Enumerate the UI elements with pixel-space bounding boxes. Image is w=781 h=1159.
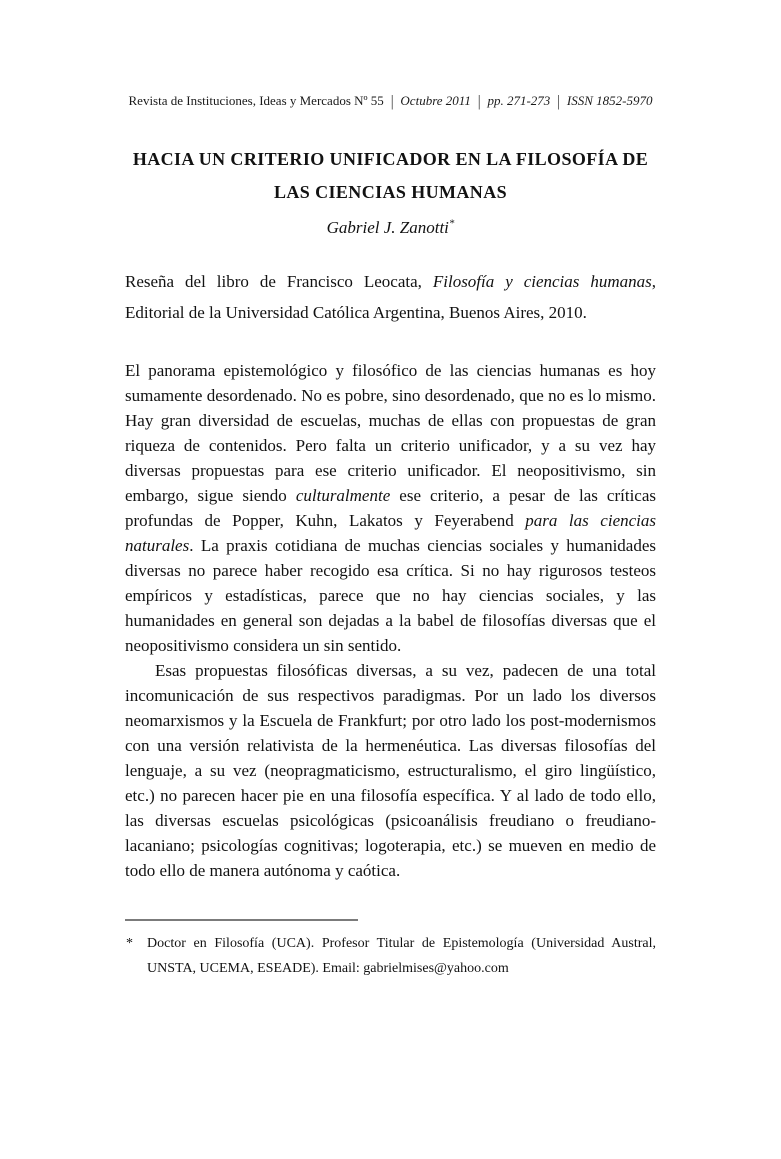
review-note: [125, 266, 656, 328]
paragraph-segment: . La praxis cotidiana de muchas ciencias sociales y humanidades diversas no parece haber recogido esa crítica. Si no hay rigurosos testeos empíricos y estadísticas, parece que no hay ciencias sociales, y las humanidades en general son dejadas a la babel de filosofías diversas que el neopositivismo considera un sin sentido.: [125, 536, 656, 655]
author-byline: [125, 218, 656, 238]
review-segment: Reseña del libro de Francisco Leocata,: [125, 272, 433, 291]
issue-date: Octubre 2011: [400, 93, 471, 108]
paragraph-segment: El panorama epistemológico y filosófico de las ciencias humanas es hoy sumamente desordenado. No es pobre, sino desordenado, que no es lo mismo. Hay gran diversidad de escuelas, muchas de ellas con propuestas de gran riqueza de contenidos. Pero falta un criterio unificador, y a su vez hay diversas propuestas para ese criterio unificador. El neopositivismo, sin embargo, sigue siendo: [125, 361, 656, 505]
emphasized-term: culturalmente: [295, 486, 391, 505]
footnote-mark: *: [126, 936, 133, 951]
paragraph-segment: ese criterio, a pesar de las críticas profundas de Popper, Kuhn, Lakatos y Feyerabend: [125, 486, 657, 530]
emphasized-term: para las ciencias naturales: [125, 511, 657, 555]
paragraph-segment: Esas propuestas filosóficas diversas, a su vez, padecen de una total incomunicación de sus respectivos paradigmas. Por un lado los diversos neomarxismos y la Escuela de Frankfurt; por otro lado los post-modernismos con una versión relativista de la hermenéutica. Las diversas filosofías del lenguaje, a su vez (neopragmaticismo, estructuralismo, el giro lingüístico, etc.) no parecen hacer pie en una filosofía específica. Y al lado de todo ello, las diversas escuelas psicológicas (psicoanálisis freudiano o freudiano-lacaniano; psicologías cognitivas; logoterapia, etc.) se mueven en medio de todo ello de manera autónoma y caótica.: [125, 661, 656, 880]
article-title-line-1: HACIA UN CRITERIO UNIFICADOR EN LA FILOSOFÍA DE: [132, 149, 649, 169]
author-name: Gabriel J. Zanotti: [326, 218, 449, 237]
article-title: [125, 143, 656, 209]
footnote-text: Doctor en Filosofía (UCA). Profesor Titular de Epistemología (Universidad Austral, UNSTA, UCEMA, ESEADE). Email: gabrielmises@yahoo.com: [147, 936, 656, 976]
journal-name: Revista de Instituciones, Ideas y Mercados Nº 55: [128, 93, 384, 108]
issn: ISSN 1852-5970: [566, 93, 653, 108]
header-divider: |: [557, 91, 560, 110]
body-paragraph-1: [125, 358, 656, 658]
body-paragraph-2: [125, 658, 656, 883]
journal-header: [125, 93, 656, 109]
header-divider: |: [477, 91, 481, 110]
page-range: pp. 271-273: [487, 93, 551, 108]
review-segment: , Editorial de la Universidad Católica Argentina, Buenos Aires, 2010.: [125, 272, 656, 322]
author-footnote-mark: *: [448, 217, 455, 230]
article-title-line-2: LAS CIENCIAS HUMANAS: [273, 182, 508, 202]
footnote-divider: [125, 919, 358, 921]
book-title: Filosofía y ciencias humanas: [432, 272, 652, 291]
header-divider: |: [390, 91, 394, 110]
article-body: [125, 358, 656, 883]
footnote: [125, 931, 656, 981]
